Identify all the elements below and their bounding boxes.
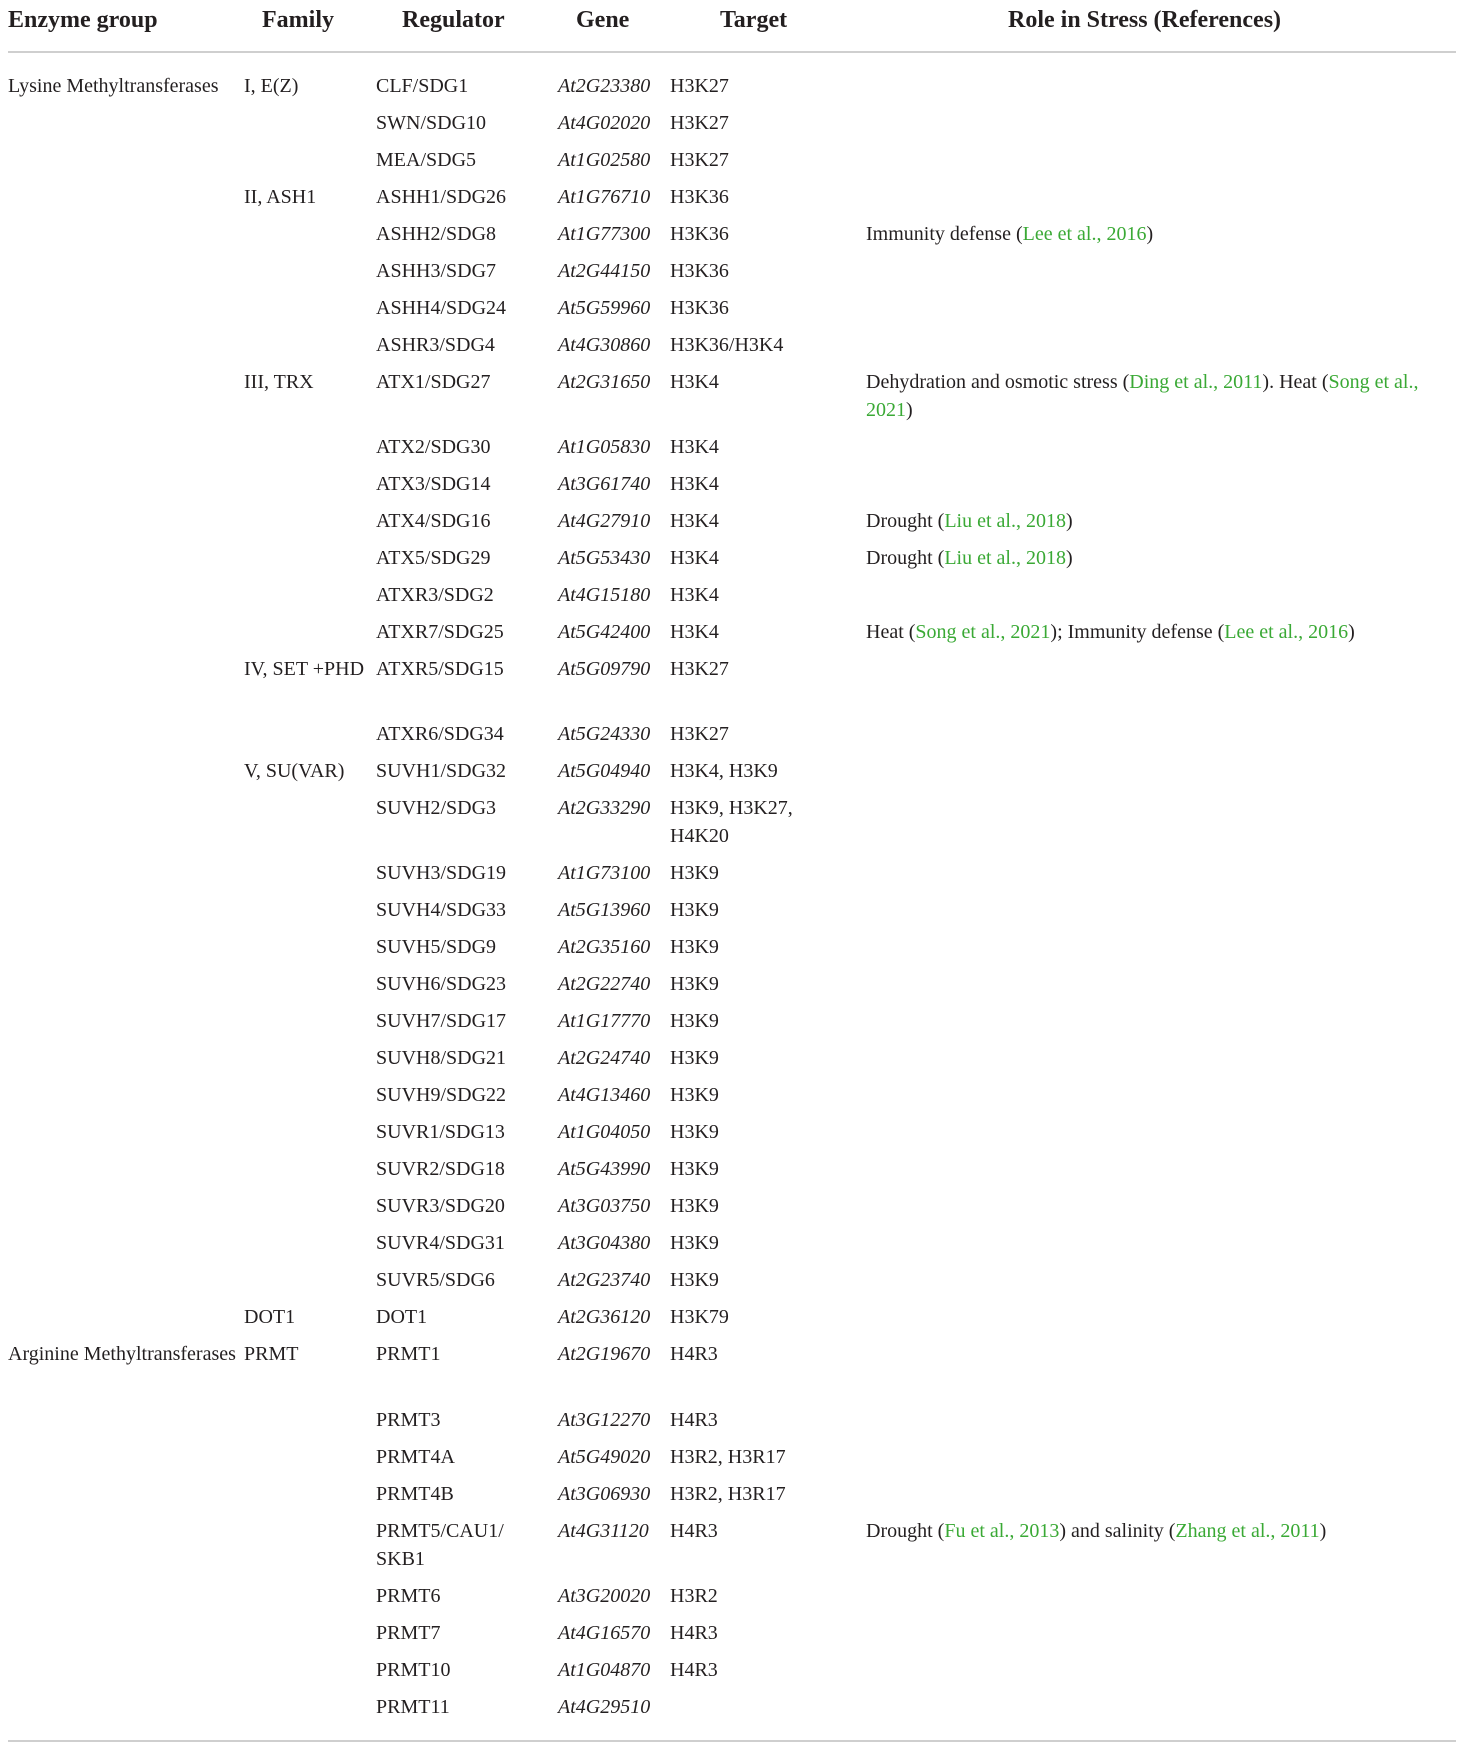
cell-target: H3K9 (670, 1010, 719, 1032)
header-role: Role in Stress (References) (1008, 7, 1282, 33)
reference-link[interactable]: Liu et al., 2018 (944, 547, 1066, 569)
header-gene: Gene (576, 7, 630, 33)
cell-regulator: PRMT7 (376, 1622, 441, 1644)
cell-gene: At3G61740 (558, 473, 651, 495)
cell-regulator: PRMT4B (376, 1483, 454, 1505)
cell-regulator: PRMT1 (376, 1343, 441, 1365)
cell-regulator: PRMT6 (376, 1585, 441, 1607)
header-rule (8, 51, 1456, 53)
role-text: ) (906, 399, 913, 421)
cell-target: H3K27 (670, 658, 729, 680)
cell-regulator: SUVH6/SDG23 (376, 973, 507, 995)
cell-regulator: ASHH4/SDG24 (376, 297, 507, 319)
role-text: ) (1146, 223, 1154, 245)
role-text: Drought ( (866, 1520, 945, 1542)
cell-gene: At1G02580 (558, 149, 651, 171)
cell-target: H3K9, H3K27, H4K20 (670, 797, 793, 847)
cell-gene: At4G30860 (558, 334, 651, 356)
cell-role-in-stress (866, 507, 1456, 535)
cell-regulator: ASHH2/SDG8 (376, 223, 497, 245)
cell-enzyme-group: Arginine Methyltransferases (8, 1343, 236, 1365)
role-text: Drought ( (866, 510, 945, 532)
cell-target: H3K9 (670, 1121, 719, 1143)
reference-link[interactable]: Lee et al., 2016 (1022, 223, 1147, 245)
cell-gene: At2G35160 (558, 936, 651, 958)
role-text: ) and salinity ( (1059, 1520, 1176, 1542)
cell-gene: At1G04050 (558, 1121, 651, 1143)
cell-gene: At2G22740 (558, 973, 651, 995)
cell-gene: At5G04940 (558, 760, 651, 782)
reference-link[interactable]: Song et al., 2021 (866, 371, 1419, 421)
cell-regulator: MEA/SDG5 (376, 149, 477, 171)
cell-regulator: ATXR6/SDG34 (376, 723, 504, 745)
cell-gene: At4G31120 (558, 1520, 649, 1542)
cell-target: H3R2, H3R17 (670, 1446, 786, 1468)
cell-gene: At2G33290 (558, 797, 651, 819)
reference-link[interactable]: Song et al., 2021 (915, 621, 1051, 643)
cell-target: H3K9 (670, 1084, 719, 1106)
role-text: ) (1348, 621, 1355, 643)
cell-gene: At3G12270 (558, 1409, 651, 1431)
cell-gene: At1G73100 (558, 862, 651, 884)
role-text: ); Immunity defense ( (1050, 621, 1225, 643)
cell-family: IV, SET +PHD (244, 658, 365, 680)
reference-link[interactable]: Zhang et al., 2011 (1175, 1520, 1320, 1542)
header-target: Target (720, 7, 788, 33)
cell-gene: At1G04870 (558, 1659, 651, 1681)
reference-link[interactable]: Ding et al., 2011 (1129, 371, 1263, 393)
cell-regulator: ATXR7/SDG25 (376, 621, 504, 643)
cell-regulator: SWN/SDG10 (376, 112, 487, 134)
cell-gene: At5G24330 (558, 723, 651, 745)
cell-regulator: SUVH3/SDG19 (376, 862, 507, 884)
cell-target: H3K4 (670, 473, 719, 495)
cell-regulator: ATX4/SDG16 (376, 510, 491, 532)
cell-gene: At1G17770 (558, 1010, 651, 1032)
cell-target: H3K4 (670, 510, 719, 532)
cell-regulator: PRMT10 (376, 1659, 451, 1681)
cell-target: H3K9 (670, 1158, 719, 1180)
cell-gene: At2G23740 (558, 1269, 651, 1291)
cell-regulator: SUVR2/SDG18 (376, 1158, 505, 1180)
cell-gene: At5G59960 (558, 297, 651, 319)
cell-regulator: CLF/SDG1 (376, 75, 469, 97)
cell-regulator: SUVH5/SDG9 (376, 936, 497, 958)
cell-role-in-stress (866, 544, 1456, 572)
cell-target: H4R3 (670, 1659, 718, 1681)
role-text: Drought ( (866, 547, 945, 569)
role-text: ) (1065, 547, 1073, 569)
cell-family: III, TRX (244, 371, 314, 393)
cell-target: H3K27 (670, 149, 729, 171)
role-text: Dehydration and osmotic stress ( (866, 371, 1130, 393)
cell-target: H3K36 (670, 223, 729, 245)
cell-gene: At5G42400 (558, 621, 651, 643)
cell-regulator: PRMT11 (376, 1696, 450, 1718)
cell-gene: At5G43990 (558, 1158, 651, 1180)
cell-gene: At4G16570 (558, 1622, 651, 1644)
cell-gene: At2G23380 (558, 75, 651, 97)
cell-regulator: ATX5/SDG29 (376, 547, 491, 569)
role-text: ). Heat ( (1262, 371, 1329, 393)
cell-gene: At5G13960 (558, 899, 651, 921)
cell-target: H3K27 (670, 112, 729, 134)
cell-target: H3K79 (670, 1306, 729, 1328)
header-enzyme-group: Enzyme group (8, 7, 158, 33)
cell-target: H4R3 (670, 1520, 718, 1542)
cell-target: H3K4 (670, 584, 719, 606)
cell-gene: At2G19670 (558, 1343, 651, 1365)
cell-gene: At3G06930 (558, 1483, 651, 1505)
cell-gene: At3G20020 (558, 1585, 651, 1607)
cell-regulator: ASHH1/SDG26 (376, 186, 507, 208)
cell-gene: At5G53430 (558, 547, 651, 569)
cell-gene: At1G77300 (558, 223, 651, 245)
header-regulator: Regulator (402, 7, 505, 33)
cell-regulator: PRMT4A (376, 1446, 455, 1468)
cell-gene: At3G03750 (558, 1195, 651, 1217)
cell-role-in-stress (866, 618, 1456, 646)
cell-target: H4R3 (670, 1622, 718, 1644)
cell-regulator: SUVR3/SDG20 (376, 1195, 505, 1217)
role-text: Heat ( (866, 621, 916, 643)
cell-gene: At4G13460 (558, 1084, 651, 1106)
cell-regulator: SUVH2/SDG3 (376, 797, 497, 819)
cell-family: DOT1 (244, 1306, 296, 1328)
cell-regulator: PRMT5/CAU1/ SKB1 (376, 1520, 504, 1570)
cell-target: H3K4 (670, 436, 719, 458)
cell-target: H3K9 (670, 862, 719, 884)
cell-gene: At3G04380 (558, 1232, 651, 1254)
cell-regulator: ATX2/SDG30 (376, 436, 491, 458)
cell-regulator: SUVH4/SDG33 (376, 899, 507, 921)
cell-gene: At1G76710 (558, 186, 651, 208)
cell-regulator: SUVR1/SDG13 (376, 1121, 505, 1143)
cell-gene: At2G24740 (558, 1047, 651, 1069)
cell-target: H3K9 (670, 899, 719, 921)
cell-target: H3K36/H3K4 (670, 334, 784, 356)
cell-regulator: ATX1/SDG27 (376, 371, 491, 393)
cell-family: PRMT (244, 1343, 299, 1365)
cell-target: H3K4, H3K9 (670, 760, 778, 782)
cell-regulator: ASHR3/SDG4 (376, 334, 495, 356)
cell-target: H4R3 (670, 1343, 718, 1365)
cell-gene: At5G09790 (558, 658, 651, 680)
cell-target: H3R2 (670, 1585, 718, 1607)
cell-target: H3K9 (670, 1047, 719, 1069)
cell-regulator: SUVH1/SDG32 (376, 760, 507, 782)
cell-gene: At5G49020 (558, 1446, 651, 1468)
cell-family: I, E(Z) (244, 75, 299, 97)
cell-regulator: ATXR3/SDG2 (376, 584, 494, 606)
cell-regulator: ASHH3/SDG7 (376, 260, 497, 282)
cell-regulator: SUVH8/SDG21 (376, 1047, 507, 1069)
cell-target: H3K36 (670, 186, 729, 208)
cell-family: II, ASH1 (244, 186, 317, 208)
cell-gene: At4G15180 (558, 584, 651, 606)
cell-gene: At2G31650 (558, 371, 651, 393)
header-family: Family (262, 7, 334, 33)
cell-regulator: SUVR4/SDG31 (376, 1232, 505, 1254)
cell-gene: At2G36120 (558, 1306, 651, 1328)
reference-link[interactable]: Lee et al., 2016 (1224, 621, 1349, 643)
cell-target: H3K9 (670, 1269, 719, 1291)
cell-target: H3K4 (670, 547, 719, 569)
cell-regulator: ATXR5/SDG15 (376, 658, 504, 680)
cell-gene: At4G27910 (558, 510, 651, 532)
reference-link[interactable]: Liu et al., 2018 (944, 510, 1066, 532)
cell-target: H3K9 (670, 973, 719, 995)
cell-target: H3K9 (670, 1232, 719, 1254)
cell-gene: At1G05830 (558, 436, 651, 458)
cell-role-in-stress (866, 368, 1456, 424)
cell-regulator: SUVH9/SDG22 (376, 1084, 507, 1106)
cell-target: H3K4 (670, 621, 719, 643)
cell-target: H3K9 (670, 936, 719, 958)
cell-target: H4R3 (670, 1409, 718, 1431)
cell-role-in-stress (866, 220, 1456, 248)
cell-gene: At2G44150 (558, 260, 651, 282)
cell-role-in-stress (866, 1517, 1456, 1545)
cell-target: H3K36 (670, 297, 729, 319)
cell-target: H3K4 (670, 371, 719, 393)
cell-target: H3K9 (670, 1195, 719, 1217)
cell-family: V, SU(VAR) (244, 760, 345, 782)
role-text: ) (1065, 510, 1073, 532)
cell-regulator: PRMT3 (376, 1409, 441, 1431)
cell-gene: At4G29510 (558, 1696, 651, 1718)
bottom-rule (8, 1740, 1456, 1742)
cell-target: H3K27 (670, 75, 729, 97)
reference-link[interactable]: Fu et al., 2013 (944, 1520, 1060, 1542)
cell-regulator: SUVH7/SDG17 (376, 1010, 507, 1032)
cell-regulator: DOT1 (376, 1306, 428, 1328)
cell-gene: At4G02020 (558, 112, 651, 134)
cell-regulator: SUVR5/SDG6 (376, 1269, 495, 1291)
role-text: Immunity defense ( (866, 223, 1023, 245)
cell-target: H3K27 (670, 723, 729, 745)
cell-target: H3K36 (670, 260, 729, 282)
cell-target: H3R2, H3R17 (670, 1483, 786, 1505)
role-text: ) (1319, 1520, 1327, 1542)
cell-enzyme-group: Lysine Methyltransferases (8, 75, 219, 97)
cell-regulator: ATX3/SDG14 (376, 473, 491, 495)
